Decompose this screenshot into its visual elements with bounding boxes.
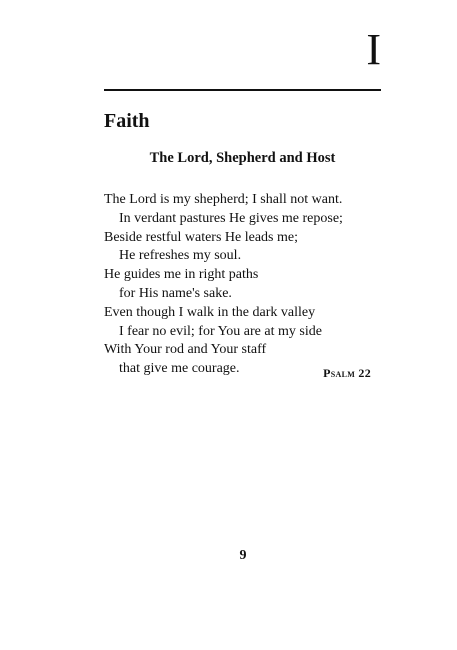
poem-lines <box>104 191 394 379</box>
poem-line: The Lord is my shepherd; I shall not want. <box>104 192 343 207</box>
poem-line: I fear no evil; for You are at my side <box>119 323 322 339</box>
poem-attribution: Psalm 22 <box>323 366 371 380</box>
poem-line: He guides me in right paths <box>104 267 259 283</box>
page-number: 9 <box>239 548 247 563</box>
chapter-numeral: I <box>366 25 381 74</box>
poem-line: for His name's sake. <box>119 285 232 301</box>
section-title: Faith <box>104 110 150 132</box>
poem-line: Beside restful waters He leads me; <box>104 229 298 245</box>
poem-title: The Lord, Shepherd and Host <box>149 150 336 166</box>
poem-line: that give me courage. <box>119 361 240 377</box>
chapter-divider-rule <box>104 89 381 91</box>
poem-line: Even though I walk in the dark valley <box>104 304 316 320</box>
poem-line: He refreshes my soul. <box>119 248 242 264</box>
poem-line: In verdant pastures He gives me repose; <box>119 210 343 226</box>
poem-line: With Your rod and Your staff <box>104 342 267 358</box>
